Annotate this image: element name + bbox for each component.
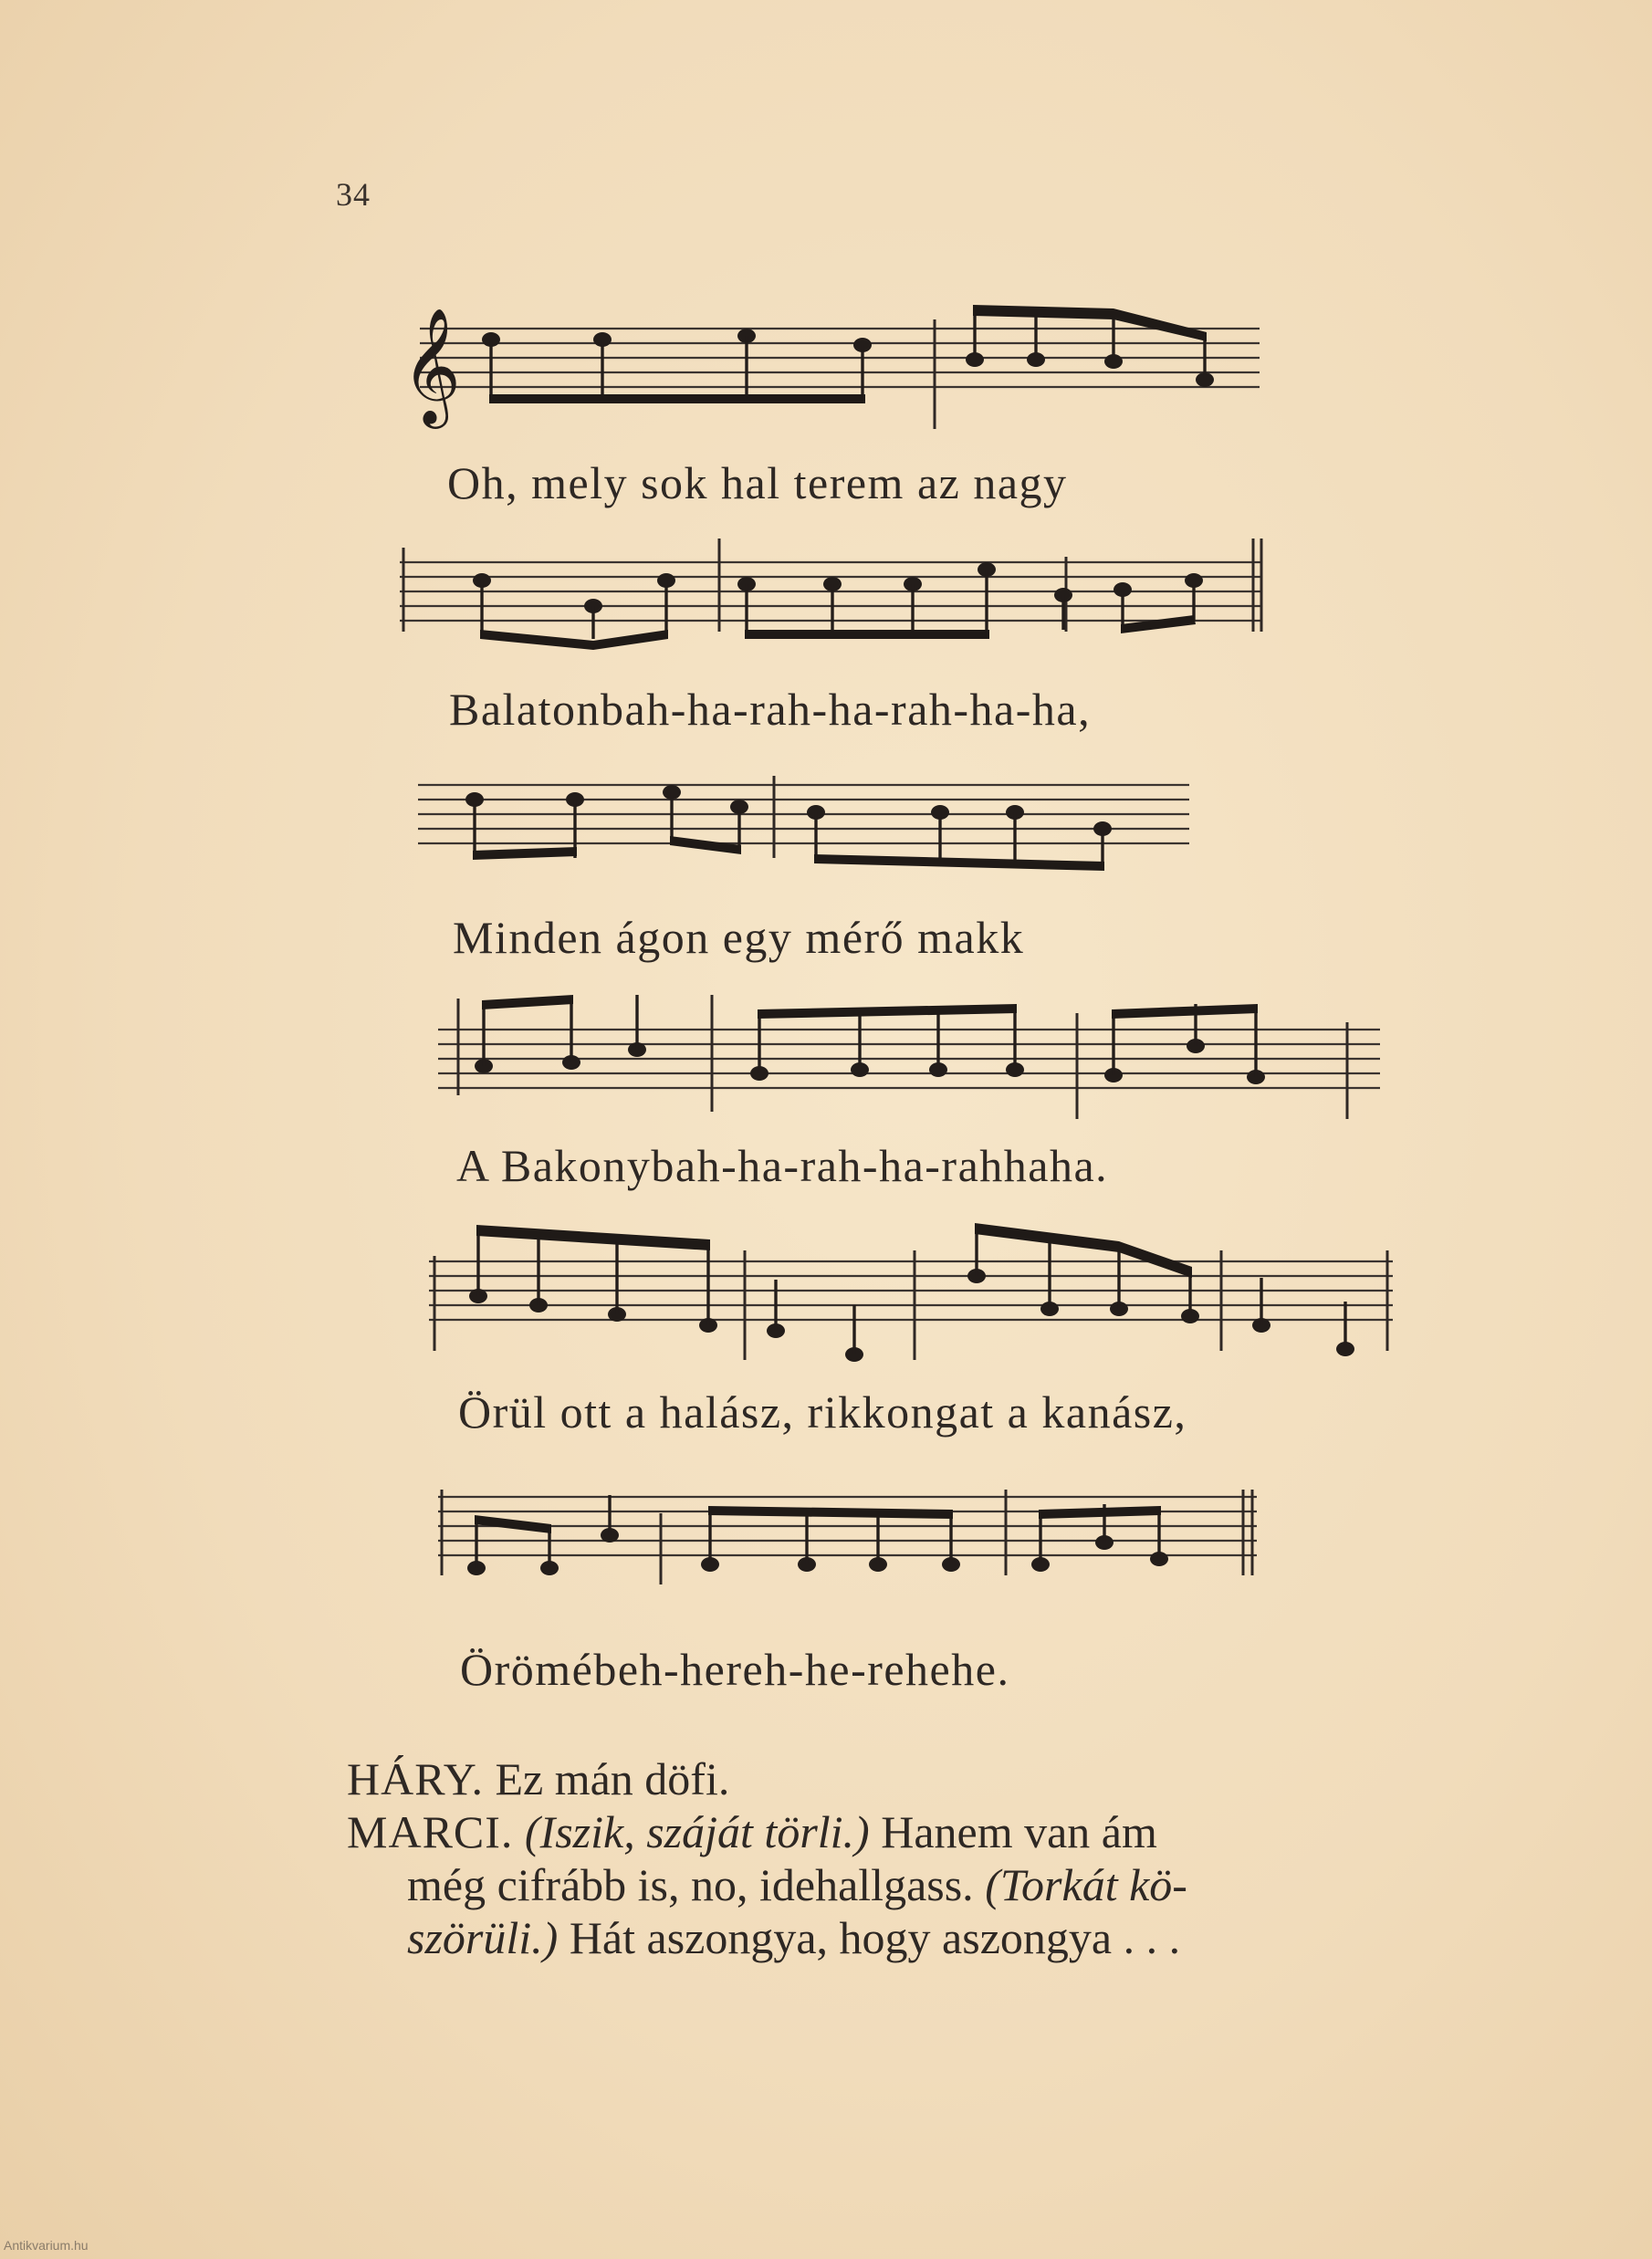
stage-direction-2a: (Torkát kö- (985, 1859, 1187, 1910)
hary-speech: Ez mán döfi. (483, 1753, 730, 1804)
staff-4-notation (438, 986, 1387, 1132)
notes (482, 305, 1214, 403)
dialogue-line-hary (347, 1752, 1497, 1805)
watermark: Antikvarium.hu (4, 2238, 89, 2253)
staff-lines (420, 329, 1260, 387)
dialogue-line-marci-cont-2 (347, 1911, 1497, 1964)
marci-speech-1: Hanem van ám (869, 1806, 1157, 1857)
treble-clef-icon: 𝄞 (402, 307, 462, 424)
staff-lines (438, 1497, 1257, 1555)
lyric-line-3: Minden ágon egy mérő makk (453, 912, 1025, 963)
dialogue-block (347, 1752, 1497, 1964)
lyric-line-6: Örömébeh-hereh-he-rehehe. (460, 1644, 1010, 1695)
marci-speech-3: Hát aszongya, hogy aszongya . . . (558, 1912, 1181, 1963)
music-staff-6 (0, 1477, 1652, 1623)
staff-3-notation (418, 767, 1194, 904)
staff-6-notation (413, 1477, 1261, 1623)
music-staff-2 (0, 529, 1652, 666)
music-staff-3 (0, 767, 1652, 904)
dialogue-line-marci-cont-1 (347, 1858, 1497, 1911)
staff-lines (418, 785, 1189, 843)
staff-1-notation (383, 292, 1260, 438)
stage-direction-2b: szörüli.) (407, 1912, 559, 1963)
music-staff-1 (0, 292, 1652, 438)
lyric-line-2: Balatonbah-ha-rah-ha-rah-ha-ha, (449, 684, 1092, 735)
notes (475, 995, 1265, 1084)
staff-5-notation (429, 1214, 1396, 1378)
staff-lines (438, 1030, 1380, 1088)
marci-speech-2: még cifrább is, no, idehallgass. (407, 1859, 986, 1910)
music-staff-5 (0, 1214, 1652, 1378)
speaker-hary: HÁRY. (347, 1753, 484, 1804)
staff-2-notation (400, 529, 1267, 666)
notes (467, 1495, 1168, 1575)
staff-lines (429, 1261, 1393, 1320)
lyric-line-5: Örül ott a halász, rikkongat a kanász, (458, 1386, 1187, 1438)
page-number: 34 (336, 176, 371, 213)
dialogue-line-marci (347, 1805, 1497, 1858)
speaker-marci: MARCI. (347, 1806, 514, 1857)
music-staff-4 (0, 986, 1652, 1132)
stage-direction-1: (Iszik, száját törli.) (524, 1806, 870, 1857)
lyric-line-1: Oh, mely sok hal terem az nagy (447, 457, 1068, 508)
lyric-line-4: A Bakonybah-ha-rah-ha-rahhaha. (456, 1140, 1109, 1191)
